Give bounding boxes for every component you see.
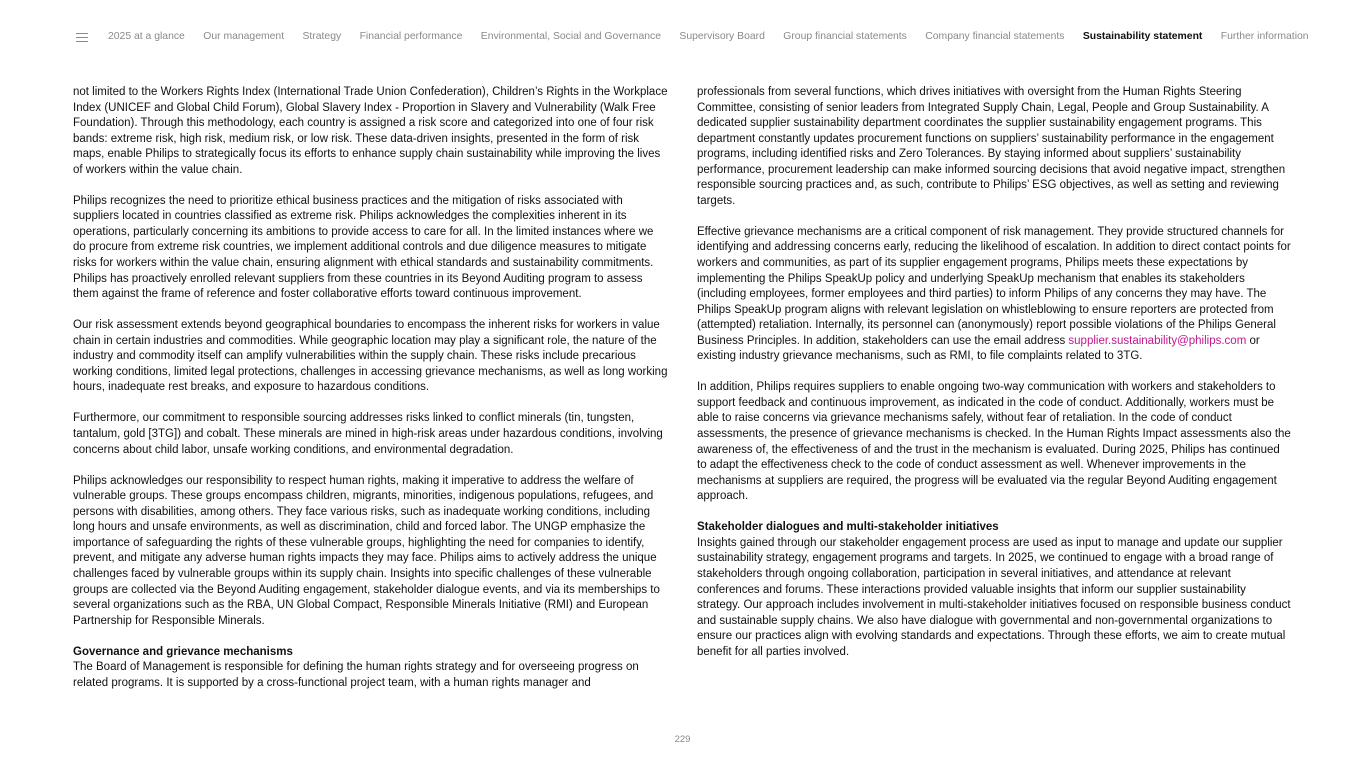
hamburger-menu-icon[interactable] (76, 33, 88, 43)
top-navigation (0, 29, 1365, 47)
paragraph-text: Effective grievance mechanisms are a critical component of risk management. They provide structured channels for identifying and addressing concerns early, reducing the likelihood of escalation. In addition to direct contact points for workers and communities, as part of its supplier engagement programs, Philips meets these expectations by implementing the Philips SpeakUp policy and underlying SpeakUp mechanism that enables its stakeholders (including employees, former employees and third parties) to inform Philips of any concerns they may have. The Philips SpeakUp program aligns with relevant legislation on whistleblowing to ensure reporters are protected from (attempted) retaliation. Internally, its personnel can (anonymously) report possible violations of the Philips General Business Principles. In addition, stakeholders can use the email address (697, 225, 1291, 347)
left-text-column (73, 85, 668, 691)
nav-item-sustainability-statement[interactable]: Sustainability statement (1082, 31, 1203, 42)
nav-item-further-information[interactable]: Further information (1220, 31, 1309, 42)
page-number: 229 (674, 734, 691, 745)
body-paragraph: Furthermore, our commitment to responsible sourcing addresses risks linked to conflict minerals (tin, tungsten, tantalum, gold [3TG]) and cobalt. These minerals are mined in high-risk areas under hazardous conditions, involving concerns about child labor, unsafe working conditions, and environmental degradation. (73, 412, 663, 456)
nav-item-supervisory-board[interactable]: Supervisory Board (679, 31, 765, 42)
body-paragraph: professionals from several functions, which drives initiatives with oversight from the Human Rights Steering Committee, consisting of senior leaders from Integrated Supply Chain, Legal, People and Group Sustainability. A dedicated supplier sustainability department coordinates the supplier sustainability engagement programs. This department constantly updates procurement functions on suppliers’ sustainability performance in the engagement programs, including identified risks and Zero Tolerances. By staying informed about suppliers’ sustainability performance, procurement leadership can make informed sourcing decisions that avoid negative impact, strengthen responsible sourcing practices and, as such, contribute to Philips’ ESG objectives, as well as setting and reviewing targets. (697, 86, 1286, 207)
right-text-column (697, 85, 1292, 660)
body-paragraph: not limited to the Workers Rights Index (International Trade Union Confederation), Children’s Rights in the Workplace Index (UNICEF and Global Child Forum), Global Slavery Index - Proportion in Slavery and Vulnerability (Walk Free Foundation). Through this methodology, each country is assigned a risk score and categorized into one of four risk bands: extreme risk, high risk, medium risk, or low risk. These data-driven insights, presented in the form of risk maps, enable Philips to strategically focus its efforts to enhance supply chain sustainability while improving the lives of workers within the value chain. (73, 86, 668, 176)
nav-item-esg[interactable]: Environmental, Social and Governance (480, 31, 661, 42)
section-heading-stakeholder-dialogues: Stakeholder dialogues and multi-stakeholder initiatives (697, 521, 999, 534)
body-paragraph: Our risk assessment extends beyond geographical boundaries to encompass the inherent risks for workers in value chain in certain industries and commodities. While geographic location may play a significant role, the nature of the industry and commodity itself can amplify vulnerabilities within the supply chain. These risks include precarious working conditions, limited legal protections, challenges in accessing grievance mechanisms, as well as long working hours, inadequate rest breaks, and exposure to hazardous conditions. (73, 319, 668, 394)
body-paragraph: Philips acknowledges our responsibility to respect human rights, making it imperative to address the welfare of vulnerable groups. These groups encompass children, migrants, minorities, indigenous populations, refugees, and persons with disabilities, among others. They face various risks, such as inadequate working conditions, including long hours and unsafe environments, as well as discrimination, child and forced labor. The UNGP emphasize the importance of safeguarding the rights of these vulnerable groups, highlighting the need for companies to identify, prevent, and mitigate any adverse human rights impacts they may face. Philips aims to actively address the unique challenges faced by vulnerable groups within its supply chain. Insights into specific challenges of these vulnerable groups are collected via the Beyond Auditing engagement, stakeholder dialogue events, and via its memberships to several organizations such as the RBA, UN Global Compact, Responsible Minerals Initiative (RMI) and European Partnership for Responsible Minerals. (73, 474, 660, 627)
section-heading-governance: Governance and grievance mechanisms (73, 645, 293, 658)
nav-item-company-financial-statements[interactable]: Company financial statements (925, 31, 1065, 42)
nav-items (108, 29, 1327, 45)
nav-item-strategy[interactable]: Strategy (302, 31, 342, 42)
body-paragraph: In addition, Philips requires suppliers to enable ongoing two-way communication with workers and stakeholders to support feedback and continuous improvement, as indicated in the code of conduct. Additionally, workers must be able to raise concerns via grievance mechanisms safely, without fear of retaliation. In the code of conduct assessments, the presence of grievance mechanisms is checked. In the Human Rights Impact assessments also the awareness of, the effectiveness of and the trust in the mechanism is evaluated. During 2025, Philips has continued to adapt the effectiveness check to the code of conduct assessment as well. Whenever improvements in the mechanisms at suppliers are required, the progress will be evaluated via the regular Beyond Auditing engagement approach. (697, 381, 1291, 503)
body-paragraph: Insights gained through our stakeholder engagement process are used as input to manage and update our supplier sustainability strategy, engagement programs and targets. In 2025, we continued to engage with a broad range of stakeholders through ongoing collaboration, participation in several initiatives, and attendance at relevant conferences and forums. These interactions provided valuable insights that inform our supplier sustainability strategy. Our approach includes involvement in multi-stakeholder initiatives focused on responsible business conduct and sustainable supply chains. We also have dialogue with governmental and non-governmental organizations to ensure our practices align with evolving standards and expectations. Through these efforts, we aim to create mutual benefit for all parties involved. (697, 536, 1291, 658)
nav-item-2025-at-a-glance[interactable]: 2025 at a glance (108, 31, 185, 42)
nav-item-financial-performance[interactable]: Financial performance (359, 31, 463, 42)
nav-item-group-financial-statements[interactable]: Group financial statements (783, 31, 907, 42)
paragraph-text: or existing industry grievance mechanisms, such as RMI, to file complaints related to 3TG. (697, 334, 1260, 363)
body-paragraph: Philips recognizes the need to prioritize ethical business practices and the mitigation of risks associated with suppliers located in countries classified as extreme risk. Philips acknowledges the complexities inherent in its operations, particularly concerning its ambitions to provide access to care for all. In the limited instances where we do procure from extreme risk countries, we implement additional controls and due diligence measures to mitigate risks for workers within the value chain, ensuring alignment with ethical standards and sustainability commitments. Philips has proactively enrolled relevant suppliers from these countries in its Beyond Auditing program to assess them against the frame of reference and foster collaborative efforts toward continuous improvement. (73, 194, 654, 301)
body-paragraph: The Board of Management is responsible for defining the human rights strategy and for overseeing progress on related programs. It is supported by a cross-functional project team, with a human rights manager and (73, 661, 639, 689)
grievance-paragraph (697, 225, 1292, 365)
supplier-sustainability-email-link[interactable]: supplier.sustainability@philips.com (1068, 334, 1247, 347)
nav-item-our-management[interactable]: Our management (203, 31, 285, 42)
